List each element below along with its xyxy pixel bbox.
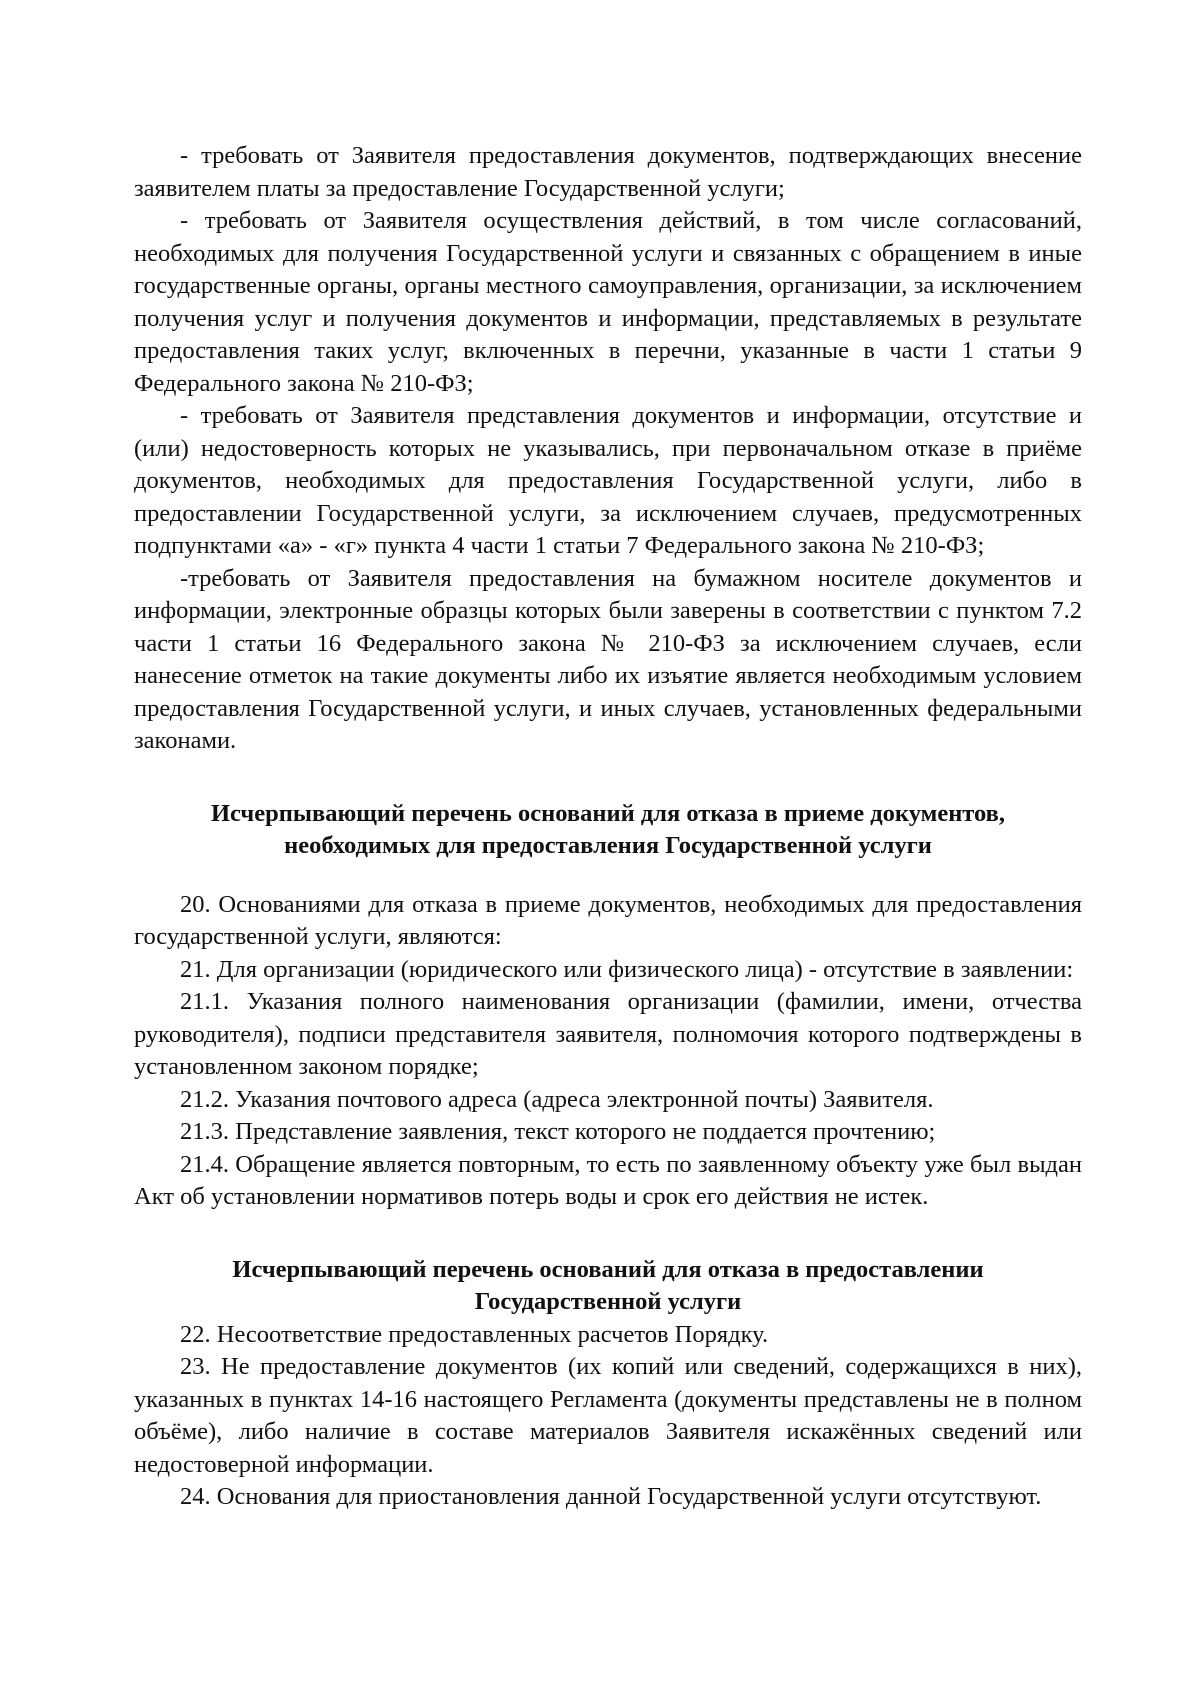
paragraph-item-21: 21. Для организации (юридического или физического лица) - отсутствие в заявлении: (180, 955, 1074, 983)
paragraph-item-24: 24. Основания для приостановления данной Государственной услуги отсутствуют. (180, 1483, 1042, 1510)
paragraph-require-payment-docs: - требовать от Заявителя предоставления документов, подтверждающих внесение заявителем платы за предоставление Государственной услуги; (134, 142, 1082, 202)
paragraph-require-actions: - требовать от Заявителя осуществления действий, в том числе согласований, необходимых для получения Государственной услуги и связанных с обращением в иные государственные органы, органы местного самоуправления, организации, за исключением получения услуг и получения документов и информации, представляемых в результате предоставления таких услуг, включенных в перечни, указанные в части 1 статьи 9 Федерального закона № 210-ФЗ; (134, 207, 1082, 397)
heading-line: Исчерпывающий перечень оснований для отказа в приеме документов, (210, 799, 1006, 827)
paragraph-item-21-1: 21.1. Указания полного наименования организации (фамилии, имени, отчества руководителя), подписи представителя заявителя, полномочия которого подтверждены в установленном законом порядке; (134, 988, 1082, 1080)
paragraph-item-23: 23. Не предоставление документов (их копий или сведений, содержащихся в них), указанных в пунктах 14-16 настоящего Регламента (документы представлены не в полном объёме), либо наличие в составе материалов Заявителя искажённых сведений или недостоверной информации. (134, 1353, 1082, 1478)
document-body (134, 140, 1082, 1514)
section-heading-refusal-service (134, 1254, 1082, 1319)
paragraph-item-22: 22. Несоответствие предоставленных расчетов Порядку. (180, 1320, 769, 1348)
spacer (134, 1214, 1082, 1254)
heading-line: необходимых для предоставления Государственной услуги (284, 832, 932, 859)
paragraph-require-missing-docs: - требовать от Заявителя представления документов и информации, отсутствие и (или) недостоверность которых не указывались, при первоначальном отказе в приёме документов, необходимых для предоставления Государственной услуги, либо в предоставлении Государственной услуги, за исключением случаев, предусмотренных подпунктами «а» - «г» пункта 4 части 1 статьи 7 Федерального закона № 210-ФЗ; (134, 402, 1082, 559)
paragraph-item-21-2: 21.2. Указания почтового адреса (адреса электронной почты) Заявителя. (180, 1085, 934, 1113)
heading-line: Государственной услуги (474, 1288, 742, 1315)
paragraph-item-21-3: 21.3. Представление заявления, текст которого не поддается прочтению; (180, 1118, 936, 1145)
paragraph-require-paper-docs: -требовать от Заявителя предоставления на бумажном носителе документов и информации, электронные образцы которых были заверены в соответствии с пунктом 7.2 части 1 статьи 16 Федерального закона № 210-ФЗ за исключением случаев, если нанесение отметок на такие документы либо их изъятие является необходимым условием предоставления Государственной услуги, и иных случаев, установленных федеральными законами. (134, 564, 1082, 754)
section-heading-refusal-acceptance (134, 798, 1082, 863)
paragraph-item-20: 20. Основаниями для отказа в приеме документов, необходимых для предоставления государственной услуги, являются: (134, 890, 1082, 950)
spacer (134, 758, 1082, 798)
spacer (134, 863, 1082, 889)
heading-line: Исчерпывающий перечень оснований для отказа в предоставлении (232, 1255, 984, 1283)
paragraph-item-21-4: 21.4. Обращение является повторным, то есть по заявленному объекту уже был выдан Акт об установлении нормативов потерь воды и срок его действия не истек. (134, 1150, 1082, 1210)
